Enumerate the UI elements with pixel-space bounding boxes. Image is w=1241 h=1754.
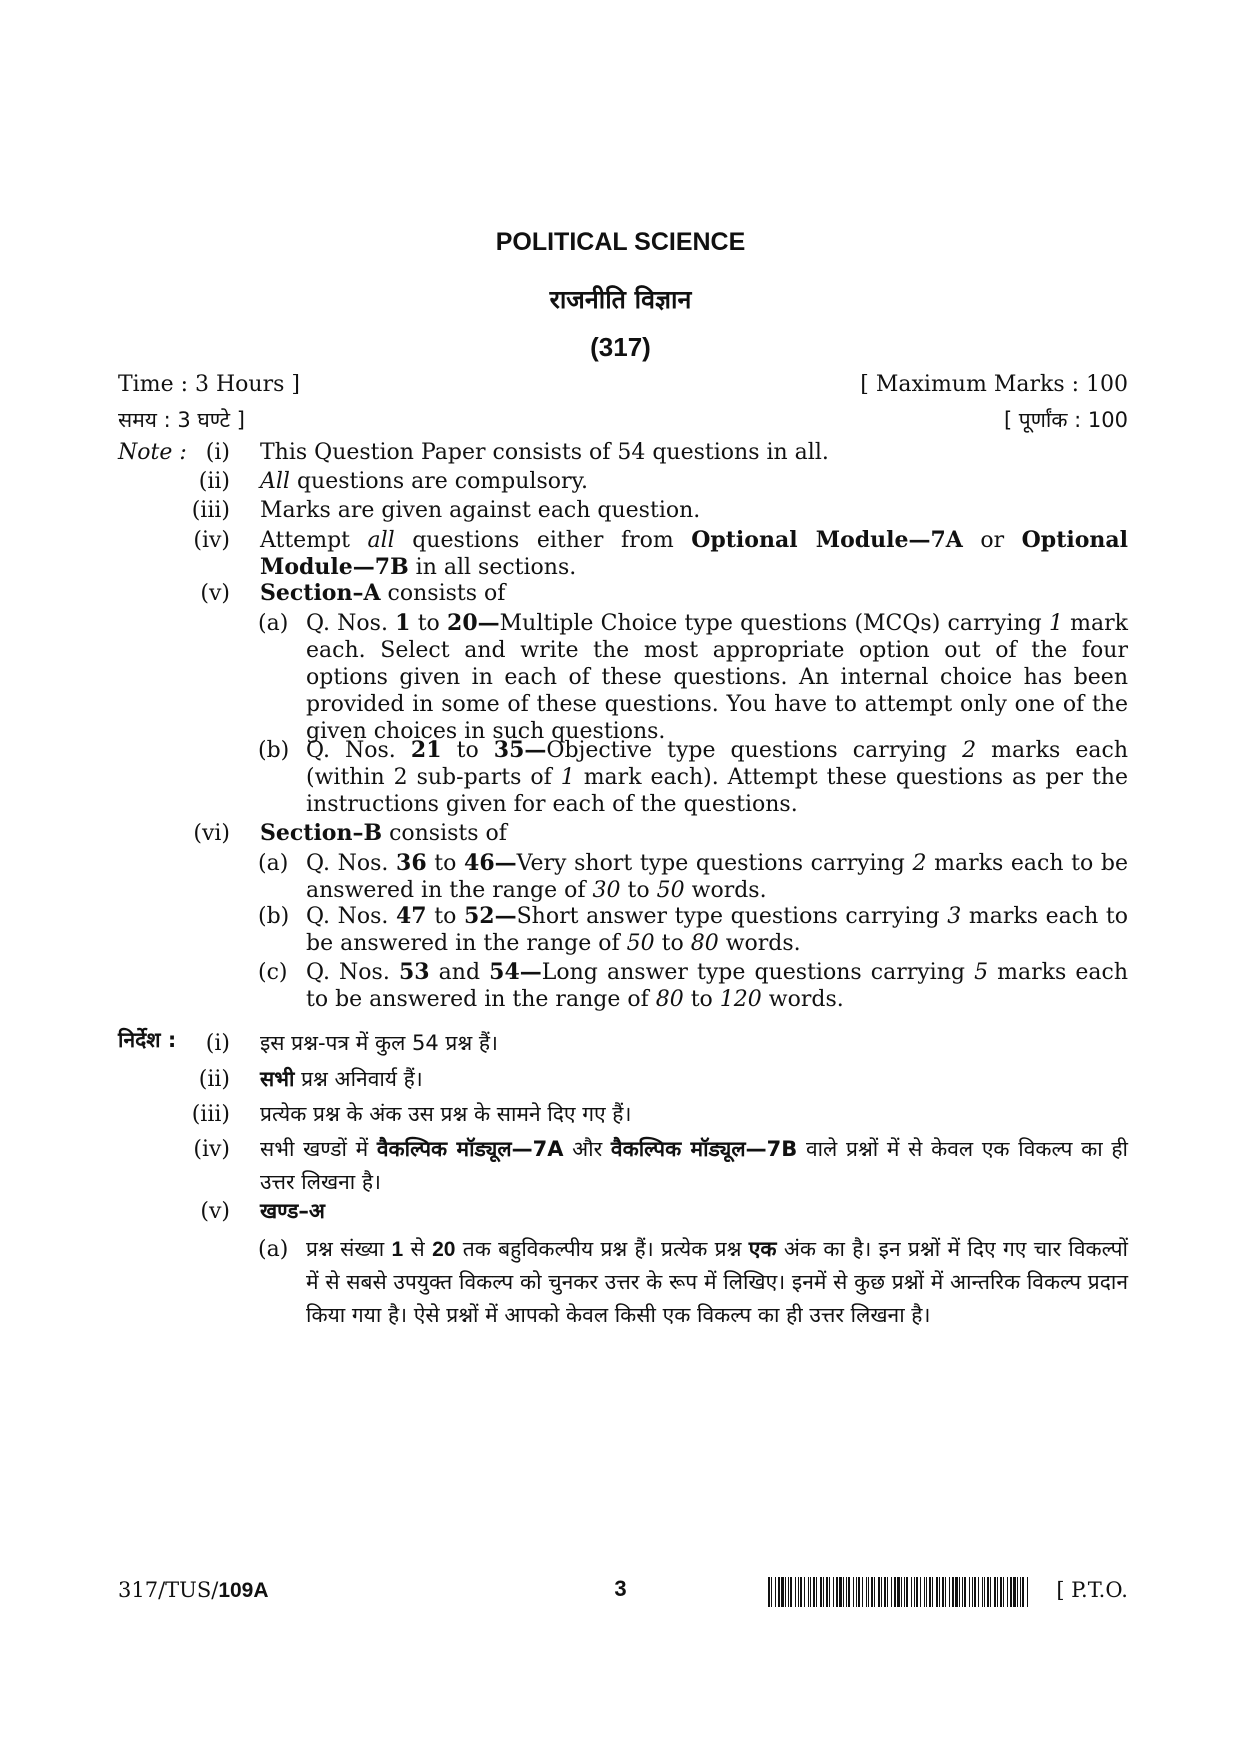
max-marks-label-hindi: [ पूर्णांक : 100 <box>1003 408 1128 432</box>
paper-serial-code: 317/TUS/109A <box>118 1578 269 1602</box>
time-label-hindi: समय : 3 घण्टे ] <box>118 408 246 432</box>
note-label-hindi: निर्देश : <box>118 1028 177 1052</box>
paper-title: POLITICAL SCIENCE <box>495 228 746 256</box>
pto-label: [ P.T.O. <box>1056 1578 1128 1602</box>
time-label: Time : 3 Hours ] <box>118 372 300 397</box>
barcode-icon <box>768 1577 1028 1607</box>
paper-code: (317) <box>590 332 651 362</box>
paper-title-hindi: राजनीति विज्ञान <box>549 285 692 314</box>
max-marks-label: [ Maximum Marks : 100 <box>860 372 1128 397</box>
page-number: 3 <box>614 1576 627 1601</box>
note-label: Note : <box>118 440 187 465</box>
